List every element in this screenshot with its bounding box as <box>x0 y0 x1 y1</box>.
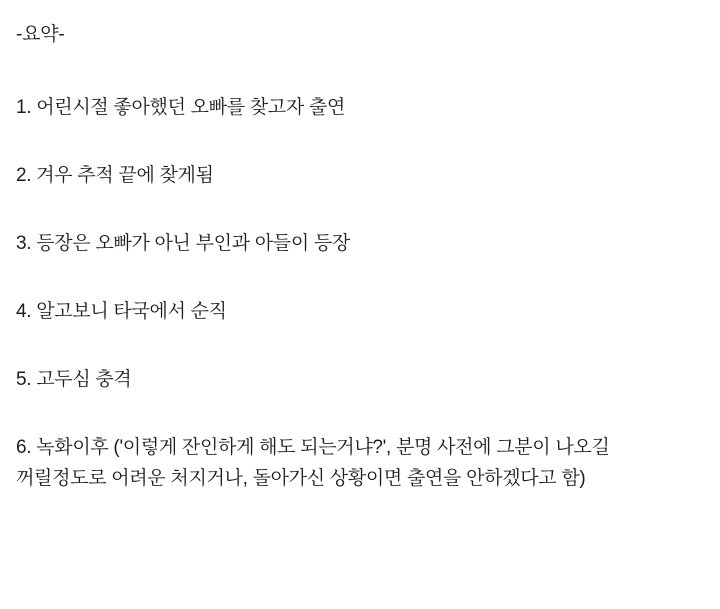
list-item: 4. 알고보니 타국에서 순직 <box>16 301 227 322</box>
list-item: 6. 녹화이후 ('이렇게 잔인하게 해도 되는거냐?', 분명 사전에 그분이 나오길 꺼릴정도로 어려운 처지거나, 돌아가신 상황이면 출연을 안하겠다고 함) <box>16 437 610 489</box>
list-item: 5. 고두심 충격 <box>16 369 132 390</box>
list-item: 2. 겨우 추적 끝에 찾게됨 <box>16 165 214 186</box>
summary-list <box>16 92 694 494</box>
list-item: 1. 어린시절 좋아했던 오빠를 찾고자 출연 <box>16 97 346 118</box>
list-item: 3. 등장은 오빠가 아닌 부인과 아들이 등장 <box>16 233 350 254</box>
page-title: -요약- <box>16 24 65 45</box>
